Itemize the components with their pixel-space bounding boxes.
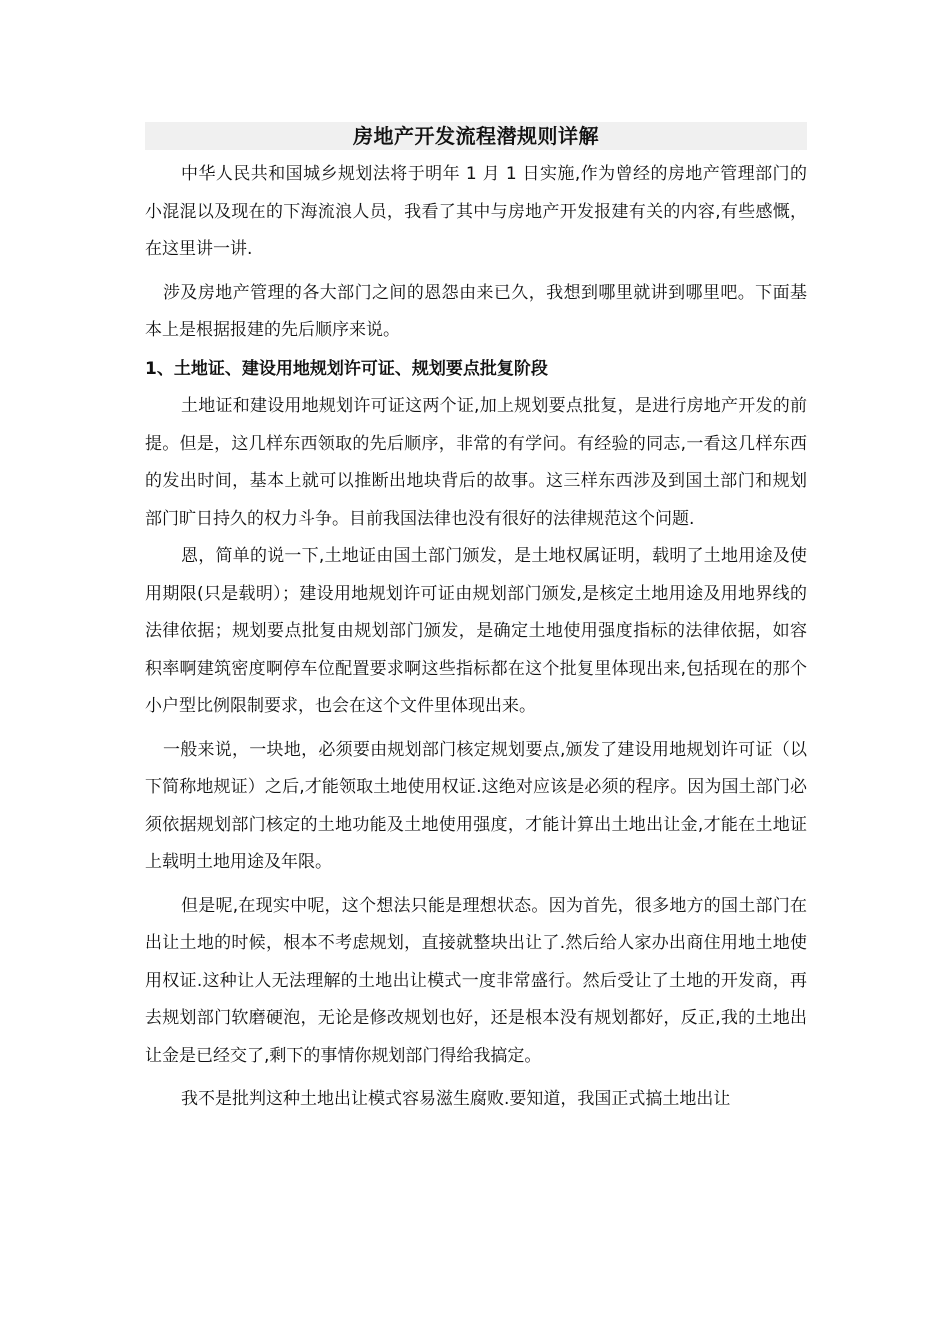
document-title: 房地产开发流程潜规则详解 [353, 124, 599, 148]
paragraph-4: 恩，简单的说一下,土地证由国土部门颁发，是土地权属证明，载明了土地用途及使用期限(只是载明）；建设用地规划许可证由规划部门颁发,是核定土地用途及用地界线的法律依据；规划要点批复由规划部门颁发，是确定土地使用强度指标的法律依据，如容积率啊建筑密度啊停车位配置要求啊这些指标都在这个批复里体现出来,包括现在的那个小户型比例限制要求，也会在这个文件里体现出来。 [145, 546, 807, 716]
paragraph-6: 但是呢,在现实中呢，这个想法只能是理想状态。因为首先，很多地方的国土部门在出让土地的时候，根本不考虑规划，直接就整块出让了.然后给人家办出商住用地土地使用权证.这种让人无法理解的土地出让模式一度非常盛行。然后受让了土地的开发商，再去规划部门软磨硬泡，无论是修改规划也好，还是根本没有规划都好，反正,我的土地出让金是已经交了,剩下的事情你规划部门得给我搞定。 [145, 895, 807, 1066]
paragraph-5: 一般来说，一块地，必须要由规划部门核定规划要点,颁发了建设用地规划许可证（以下简称地规证）之后,才能领取土地使用权证.这绝对应该是必须的程序。因为国土部门必须依据规划部门核定的土地功能及土地使用强度，才能计算出土地出让金,才能在土地证上载明土地用途及年限。 [145, 739, 807, 872]
paragraph-1: 中华人民共和国城乡规划法将于明年 1 月 1 日实施,作为曾经的房地产管理部门的小混混以及现在的下海流浪人员，我看了其中与房地产开发报建有关的内容,有些感慨，在这里讲一讲. [145, 164, 807, 259]
title-bar [145, 122, 807, 150]
document-page [145, 122, 807, 1119]
section-heading-1: 1、土地证、建设用地规划许可证、规划要点批复阶段 [145, 358, 548, 379]
paragraph-2: 涉及房地产管理的各大部门之间的恩怨由来已久，我想到哪里就讲到哪里吧。下面基本上是根据报建的先后顺序来说。 [145, 282, 807, 340]
paragraph-7: 我不是批判这种土地出让模式容易滋生腐败.要知道，我国正式搞土地出让 [181, 1089, 731, 1109]
paragraph-3: 土地证和建设用地规划许可证这两个证,加上规划要点批复，是进行房地产开发的前提。但是，这几样东西领取的先后顺序，非常的有学问。有经验的同志,一看这几样东西的发出时间，基本上就可以推断出地块背后的故事。这三样东西涉及到国土部门和规划部门旷日持久的权力斗争。目前我国法律也没有很好的法律规范这个问题. [145, 396, 807, 529]
